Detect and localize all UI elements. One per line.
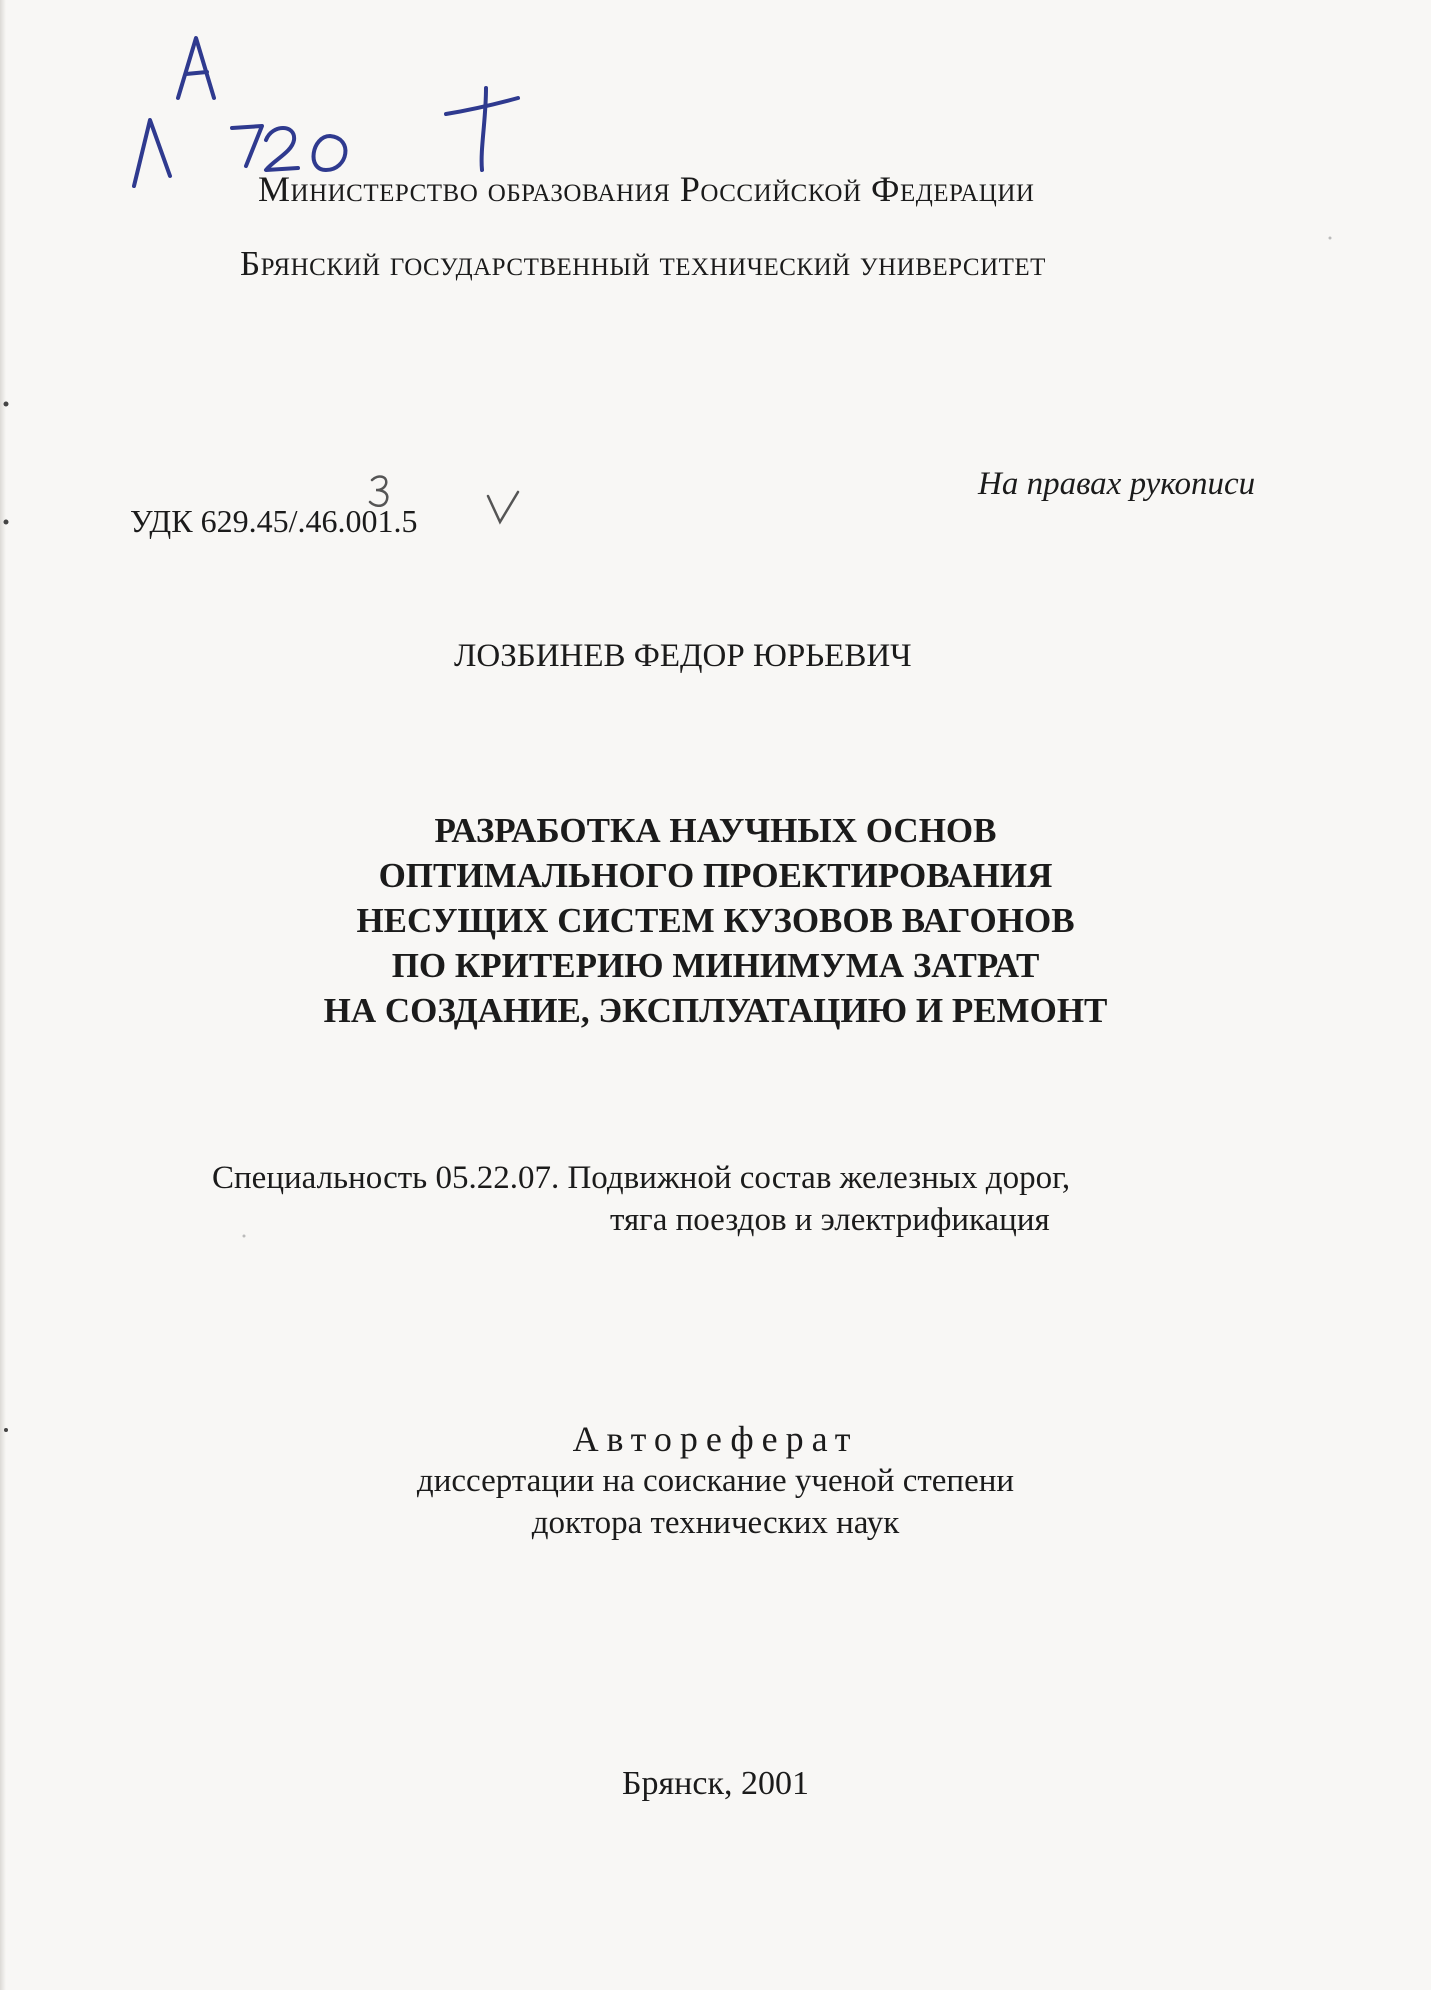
title-line: НЕСУЩИХ СИСТЕМ КУЗОВОВ ВАГОНОВ <box>356 901 1075 940</box>
udk-code: УДК 629.45/.46.001.5 <box>130 503 418 539</box>
degree-line-2: доктора технических наук <box>531 1505 900 1541</box>
handwritten-letter-mark <box>178 38 214 98</box>
ministry-heading: Министерство образования Российской Федерации <box>258 169 1035 209</box>
title-line: ПО КРИТЕРИЮ МИНИМУМА ЗАТРАТ <box>391 946 1040 985</box>
handwritten-tick-icon <box>488 492 518 522</box>
handwritten-check-mark <box>134 120 170 186</box>
title-line: НА СОЗДАНИЕ, ЭКСПЛУАТАЦИЮ И РЕМОНТ <box>323 991 1108 1030</box>
handwritten-code-mark <box>232 126 345 170</box>
university-heading: Брянский государственный технический университет <box>240 244 1046 283</box>
handwritten-digit-mark <box>370 477 387 506</box>
title-line: РАЗРАБОТКА НАУЧНЫХ ОСНОВ <box>434 811 997 850</box>
specialty-line-2: тяга поездов и электрификация <box>610 1202 1050 1238</box>
author-name: ЛОЗБИНЕВ ФЕДОР ЮРЬЕВИЧ <box>454 638 912 674</box>
degree-line-1: диссертации на соискание ученой степени <box>416 1463 1015 1499</box>
handwritten-plus-mark <box>446 88 518 170</box>
city-year: Брянск, 2001 <box>622 1765 809 1802</box>
title-line: ОПТИМАЛЬНОГО ПРОЕКТИРОВАНИЯ <box>378 856 1053 895</box>
specialty-line-1: Специальность 05.22.07. Подвижной состав железных дорог, <box>212 1160 1071 1196</box>
document-type: Автореферат <box>572 1419 859 1459</box>
manuscript-note: На правах рукописи <box>978 466 1256 502</box>
dissertation-title <box>0 808 1431 1033</box>
